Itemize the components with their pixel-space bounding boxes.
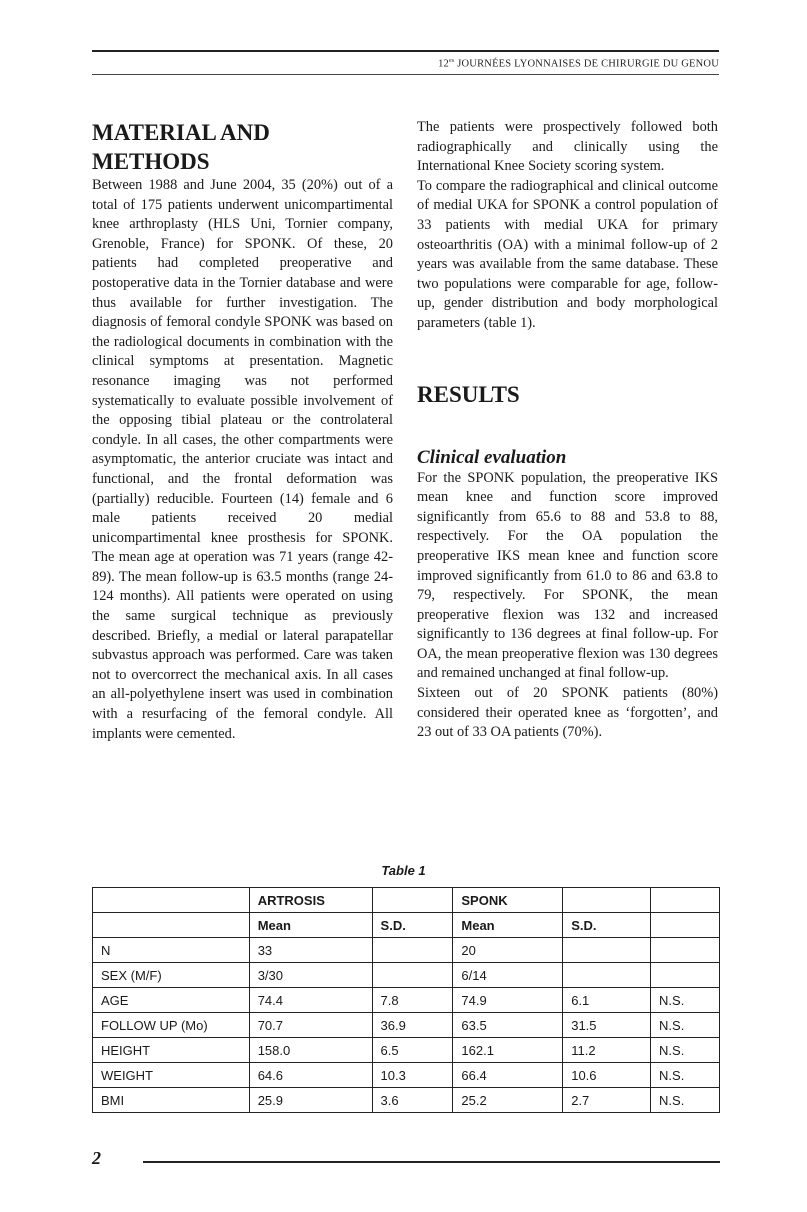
table-cell: BMI — [93, 1088, 250, 1113]
table-row — [93, 988, 720, 1013]
table-row — [93, 938, 720, 963]
table-cell: 11.2 — [563, 1038, 651, 1063]
table-cell: 7.8 — [372, 988, 453, 1013]
running-title-text: JOURNÉES LYONNAISES DE CHIRURGIE DU GENOU — [454, 58, 719, 70]
table-row — [93, 1013, 720, 1038]
table-cell — [372, 963, 453, 988]
subheading-clinical-evaluation: Clinical evaluation — [417, 446, 567, 468]
table-cell: 74.4 — [249, 988, 372, 1013]
table-row — [93, 963, 720, 988]
table-cell: 25.9 — [249, 1088, 372, 1113]
header-bottom-rule — [92, 74, 719, 75]
table-cell: 33 — [249, 938, 372, 963]
table-cell: HEIGHT — [93, 1038, 250, 1063]
table-cell — [651, 913, 720, 938]
table-cell — [651, 963, 720, 988]
table-cell: 70.7 — [249, 1013, 372, 1038]
table-cell — [93, 913, 250, 938]
table-row — [93, 1088, 720, 1113]
page-number: 2 — [92, 1148, 101, 1168]
table-subheader-row — [93, 913, 720, 938]
table-cell: 31.5 — [563, 1013, 651, 1038]
running-title — [438, 58, 719, 70]
table-cell — [563, 938, 651, 963]
table-cell — [563, 963, 651, 988]
table-cell: N.S. — [651, 1088, 720, 1113]
table-row — [93, 1063, 720, 1088]
table-cell: 2.7 — [563, 1088, 651, 1113]
section-heading-methods: MATERIAL AND METHODS — [92, 120, 270, 174]
table-cell — [372, 938, 453, 963]
table-cell: 3/30 — [249, 963, 372, 988]
table-cell — [563, 888, 651, 913]
table-cell: N.S. — [651, 1013, 720, 1038]
table-cell: N.S. — [651, 1063, 720, 1088]
table-cell: N — [93, 938, 250, 963]
clinical-results-paragraph: For the SPONK population, the preoperative IKS mean knee and function score improved significantly from 65.6 to 88 and 53.8 to 88, respectively. For the OA population the preoperative IKS mean knee and function score improved significantly from 61.0 to 86 and 63.8 to 79, respectively. For SPONK, the mean preoperative flexion was 132 and increased significantly to 136 degrees at final follow-up. For OA, the mean preoperative flexion was 130 degrees and remained unchanged at final follow-up. — [417, 469, 718, 682]
data-table — [92, 887, 720, 1113]
table-cell: S.D. — [372, 913, 453, 938]
header-top-rule — [92, 50, 719, 52]
right-column — [417, 118, 718, 743]
table-cell: N.S. — [651, 1038, 720, 1063]
table-cell: 25.2 — [453, 1088, 563, 1113]
table-cell: 158.0 — [249, 1038, 372, 1063]
table-group-header-row — [93, 888, 720, 913]
table-cell: 20 — [453, 938, 563, 963]
table-cell: SEX (M/F) — [93, 963, 250, 988]
running-title-superscript: es — [449, 58, 455, 64]
table-cell: 64.6 — [249, 1063, 372, 1088]
table-cell: SPONK — [453, 888, 563, 913]
methods-paragraph: Between 1988 and June 2004, 35 (20%) out of a total of 175 patients underwent unicompartimental knee arthroplasty (HLS Uni, Tornier company, Grenoble, France) for SPONK. Of these, 20 patients had completed preoperative and postoperative data in the Tornier database and were thus available for further investigation. The diagnosis of femoral condyle SPONK was based on the radiological documents in combination with the clinical symptoms at presentation. Magnetic resonance imaging was not performed systematically to evaluate possible involvement of the opposing tibial plateau or the controlateral condyle. In all cases, the other compartments were asymptomatic, the anterior cruciate was intact and functional, and the frontal deformation was (partially) reducible. Fourteen (14) female and 6 male patients received 20 medial unicompartimental knee prosthesis for SPONK. The mean age at operation was 71 years (range 42-89). The mean follow-up is 63.5 months (range 24-124 months). All patients were operated on using the same surgical technique as previously described. Briefly, a medial or lateral parapatellar subvastus approach was performed. Care was taken not to overcorrect the mechanical axis. In all cases an all-polyethylene insert was used in combination with a resurfacing of the femoral condyle. All implants were cemented. — [92, 177, 393, 742]
table-cell: 10.6 — [563, 1063, 651, 1088]
table-cell: WEIGHT — [93, 1063, 250, 1088]
table-cell: 6.1 — [563, 988, 651, 1013]
table-cell: 6.5 — [372, 1038, 453, 1063]
forgotten-knee-paragraph: Sixteen out of 20 SPONK patients (80%) considered their operated knee as ‘forgotten’, and 23 out of 33 OA patients (70%). — [417, 685, 718, 741]
section-heading-results: RESULTS — [417, 381, 520, 407]
table-cell: 6/14 — [453, 963, 563, 988]
table-row — [93, 1038, 720, 1063]
table-cell: FOLLOW UP (Mo) — [93, 1013, 250, 1038]
table-cell — [372, 888, 453, 913]
running-title-number: 12 — [438, 58, 449, 70]
table-cell: Mean — [249, 913, 372, 938]
control-population-paragraph: To compare the radiographical and clinical outcome of medial UKA for SPONK a control population of 33 patients with medial UKA for primary osteoarthritis (OA) with a minimal follow-up of 2 years was available from the same database. These two populations were comparable for age, follow-up, gender distribution and body morphological parameters (table 1). — [417, 177, 718, 331]
table-cell: N.S. — [651, 988, 720, 1013]
table-cell: 74.9 — [453, 988, 563, 1013]
table-cell: 36.9 — [372, 1013, 453, 1038]
footer-rule — [143, 1161, 720, 1163]
table-cell — [651, 888, 720, 913]
table-cell — [93, 888, 250, 913]
table-cell: 63.5 — [453, 1013, 563, 1038]
table-cell: 162.1 — [453, 1038, 563, 1063]
table-cell: ARTROSIS — [249, 888, 372, 913]
left-column — [92, 118, 393, 744]
table-cell — [651, 938, 720, 963]
table-cell: 10.3 — [372, 1063, 453, 1088]
followup-paragraph: The patients were prospectively followed both radiographically and clinically using the International Knee Society scoring system. — [417, 119, 718, 175]
table-cell: AGE — [93, 988, 250, 1013]
table-cell: 3.6 — [372, 1088, 453, 1113]
table-cell: Mean — [453, 913, 563, 938]
table-cell: 66.4 — [453, 1063, 563, 1088]
table-caption: Table 1 — [381, 863, 426, 878]
table-cell: S.D. — [563, 913, 651, 938]
